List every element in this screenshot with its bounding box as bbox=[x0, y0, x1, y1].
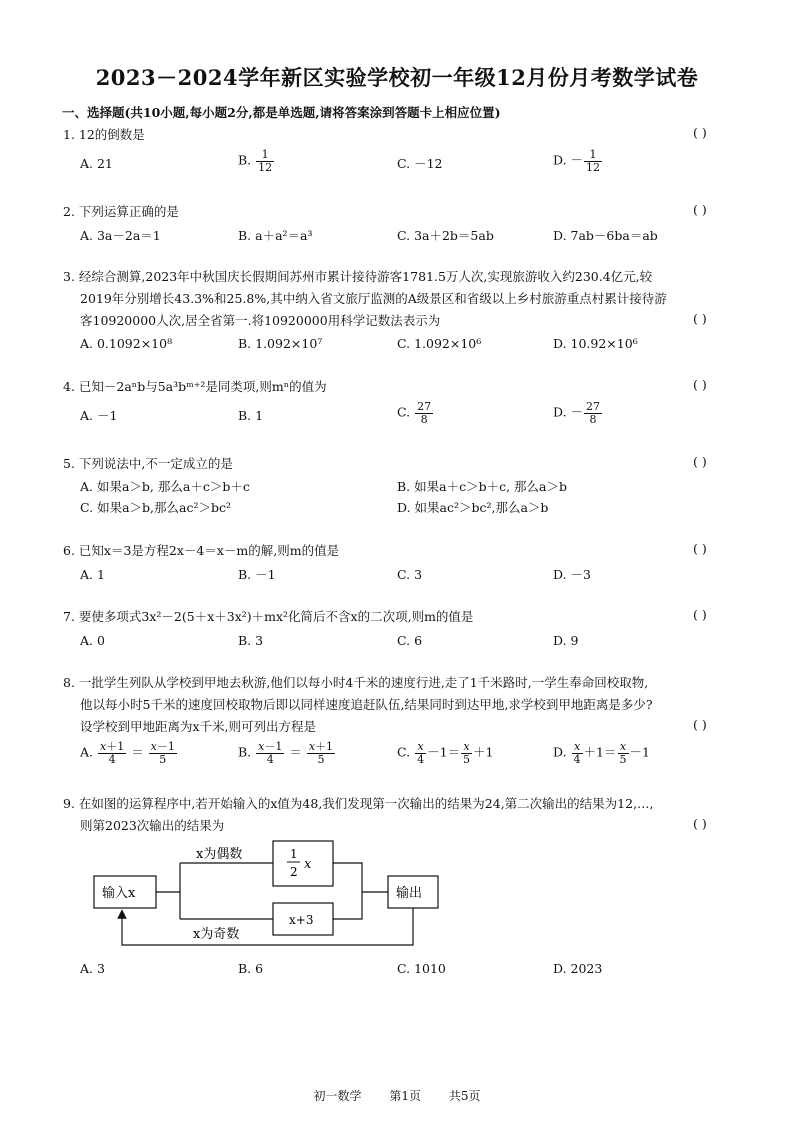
q1-option-a: A. 21 bbox=[80, 156, 113, 171]
flow-half-num: 1 bbox=[290, 847, 298, 861]
q6-stem: 6. 已知x＝3是方程2x－4＝x－m的解,则m的值是 bbox=[63, 543, 340, 558]
q2-stem: 2. 下列运算正确的是 bbox=[63, 204, 179, 219]
q9-stem-line1: 9. 在如图的运算程序中,若开始输入的x值为48,我们发现第一次输出的结果为24,第二次输出的结果为12,…, bbox=[63, 796, 654, 811]
q3-answer-paren: ( ) bbox=[693, 311, 707, 326]
q4-stem: 4. 已知－2aⁿb与5a³bᵐ⁺²是同类项,则mⁿ的值为 bbox=[63, 379, 327, 394]
q1-option-d-fraction: $\frac{1}{12}$ bbox=[586, 148, 601, 174]
flow-plus3-label: x+3 bbox=[289, 913, 314, 927]
q7-option-a: A. 0 bbox=[80, 633, 105, 648]
q2-option-b: B. a＋a²＝a³ bbox=[238, 228, 313, 243]
q1-option-d: D. － $\frac{1}{12}$ bbox=[553, 148, 601, 174]
exam-title: 2023－2024学年新区实验学校初一年级12月份月考数学试卷 bbox=[95, 65, 699, 90]
q8-option-a: A. $\frac{x+1}{4}$ ＝ $\frac{x-1}{5}$ bbox=[80, 740, 175, 766]
footer-subject: 初一数学 bbox=[313, 1089, 362, 1103]
footer-page: 第1页 bbox=[389, 1089, 421, 1103]
flow-half-var: x bbox=[304, 857, 312, 872]
q5-option-c: C. 如果a＞b,那么ac²＞bc² bbox=[80, 500, 231, 515]
q1-stem: 1. 12的倒数是 bbox=[63, 127, 145, 142]
q9-option-d: D. 2023 bbox=[553, 961, 603, 976]
q3-stem-line3: 客10920000人次,居全省第一.将10920000用科学记数法表示为 bbox=[80, 313, 441, 328]
q3-option-d: D. 10.92×10⁶ bbox=[553, 336, 638, 351]
q2-option-c: C. 3a＋2b＝5ab bbox=[397, 228, 494, 243]
flow-input-label: 输入x bbox=[102, 886, 136, 901]
flow-even-label: x为偶数 bbox=[196, 847, 243, 862]
q4-option-d: D. － $\frac{27}{8}$ bbox=[553, 400, 601, 426]
q1-answer-paren: ( ) bbox=[693, 125, 707, 140]
q9-stem-line2: 则第2023次输出的结果为 bbox=[80, 818, 225, 833]
q1-option-b-fraction: $\frac{1}{12}$ bbox=[258, 148, 273, 174]
q4-option-c-fraction: $\frac{27}{8}$ bbox=[417, 400, 432, 426]
q3-option-b: B. 1.092×10⁷ bbox=[238, 336, 323, 351]
q3-stem-line1: 3. 经综合测算,2023年中秋国庆长假期间苏州市累计接待游客1781.5万人次,实现旅游收入约230.4亿元,较 bbox=[63, 269, 653, 284]
flow-half-den: 2 bbox=[290, 865, 298, 879]
q1-option-c: C. －12 bbox=[397, 156, 443, 171]
q3-option-c: C. 1.092×10⁶ bbox=[397, 336, 482, 351]
q5-option-d: D. 如果ac²＞bc²,那么a＞b bbox=[397, 500, 549, 515]
q9-option-b: B. 6 bbox=[238, 961, 264, 976]
q7-answer-paren: ( ) bbox=[693, 607, 707, 622]
q2-answer-paren: ( ) bbox=[693, 202, 707, 217]
q9-option-a: A. 3 bbox=[80, 961, 105, 976]
q8-stem-line2: 他以每小时5千米的速度回校取物后即以同样速度追赶队伍,结果同时到达甲地,求学校到甲地距离是多少? bbox=[80, 697, 653, 712]
q3-option-a: A. 0.1092×10⁸ bbox=[80, 336, 173, 351]
flow-output-label: 输出 bbox=[396, 886, 423, 901]
q2-option-d: D. 7ab－6ba＝ab bbox=[553, 228, 658, 243]
q6-option-b: B. －1 bbox=[238, 567, 276, 582]
q8-answer-paren: ( ) bbox=[693, 717, 707, 732]
q9-option-c: C. 1010 bbox=[397, 961, 446, 976]
q9-answer-paren: ( ) bbox=[693, 816, 707, 831]
q4-answer-paren: ( ) bbox=[693, 377, 707, 392]
flow-loop-arrow bbox=[122, 908, 413, 945]
q7-option-d: D. 9 bbox=[553, 633, 579, 648]
q4-option-b: B. 1 bbox=[238, 408, 264, 423]
q2-option-a: A. 3a－2a＝1 bbox=[80, 228, 161, 243]
q6-option-c: C. 3 bbox=[397, 567, 423, 582]
q4-option-c: C. $\frac{27}{8}$ bbox=[397, 400, 432, 426]
q8-option-d: D. $\frac{x}{4}$ ＋1＝ $\frac{x}{5}$ －1 bbox=[553, 740, 650, 766]
section-heading: 一、选择题(共10小题,每小题2分,都是单选题,请将答案涂到答题卡上相应位置) bbox=[62, 105, 501, 120]
q3-stem-line2: 2019年分别增长43.3%和25.8%,其中纳入省文旅厅监测的A级景区和省级以上乡村旅游重点村累计接待游 bbox=[80, 291, 667, 306]
q8-option-b: B. $\frac{x-1}{4}$ ＝ $\frac{x+1}{5}$ bbox=[238, 740, 334, 766]
q7-option-c: C. 6 bbox=[397, 633, 423, 648]
flow-odd-label: x为奇数 bbox=[193, 927, 240, 942]
q7-option-b: B. 3 bbox=[238, 633, 264, 648]
page-footer bbox=[0, 1087, 794, 1104]
q6-option-a: A. 1 bbox=[80, 567, 105, 582]
footer-total: 共5页 bbox=[448, 1089, 481, 1103]
q5-option-a: A. 如果a＞b, 那么a＋c＞b＋c bbox=[80, 479, 250, 494]
q6-answer-paren: ( ) bbox=[693, 541, 707, 556]
q5-stem: 5. 下列说法中,不一定成立的是 bbox=[63, 456, 233, 471]
q6-option-d: D. －3 bbox=[553, 567, 591, 582]
q8-option-c: C. $\frac{x}{4}$ －1＝ $\frac{x}{5}$ ＋1 bbox=[397, 740, 494, 766]
q7-stem: 7. 要使多项式3x²－2(5＋x＋3x²)＋mx²化简后不含x的二次项,则m的值是 bbox=[63, 609, 474, 624]
q4-option-d-fraction: $\frac{27}{8}$ bbox=[586, 400, 601, 426]
flow-half-box bbox=[273, 841, 333, 886]
q8-stem-line1: 8. 一批学生列队从学校到甲地去秋游,他们以每小时4千米的速度行进,走了1千米路时,一学生奉命回校取物, bbox=[63, 675, 649, 690]
q5-option-b: B. 如果a＋c＞b＋c, 那么a＞b bbox=[397, 479, 567, 494]
q4-option-a: A. －1 bbox=[80, 408, 118, 423]
q8-stem-line3: 设学校到甲地距离为x千米,则可列出方程是 bbox=[80, 719, 317, 734]
q1-option-b: B. $\frac{1}{12}$ bbox=[238, 148, 273, 174]
q5-answer-paren: ( ) bbox=[693, 454, 707, 469]
